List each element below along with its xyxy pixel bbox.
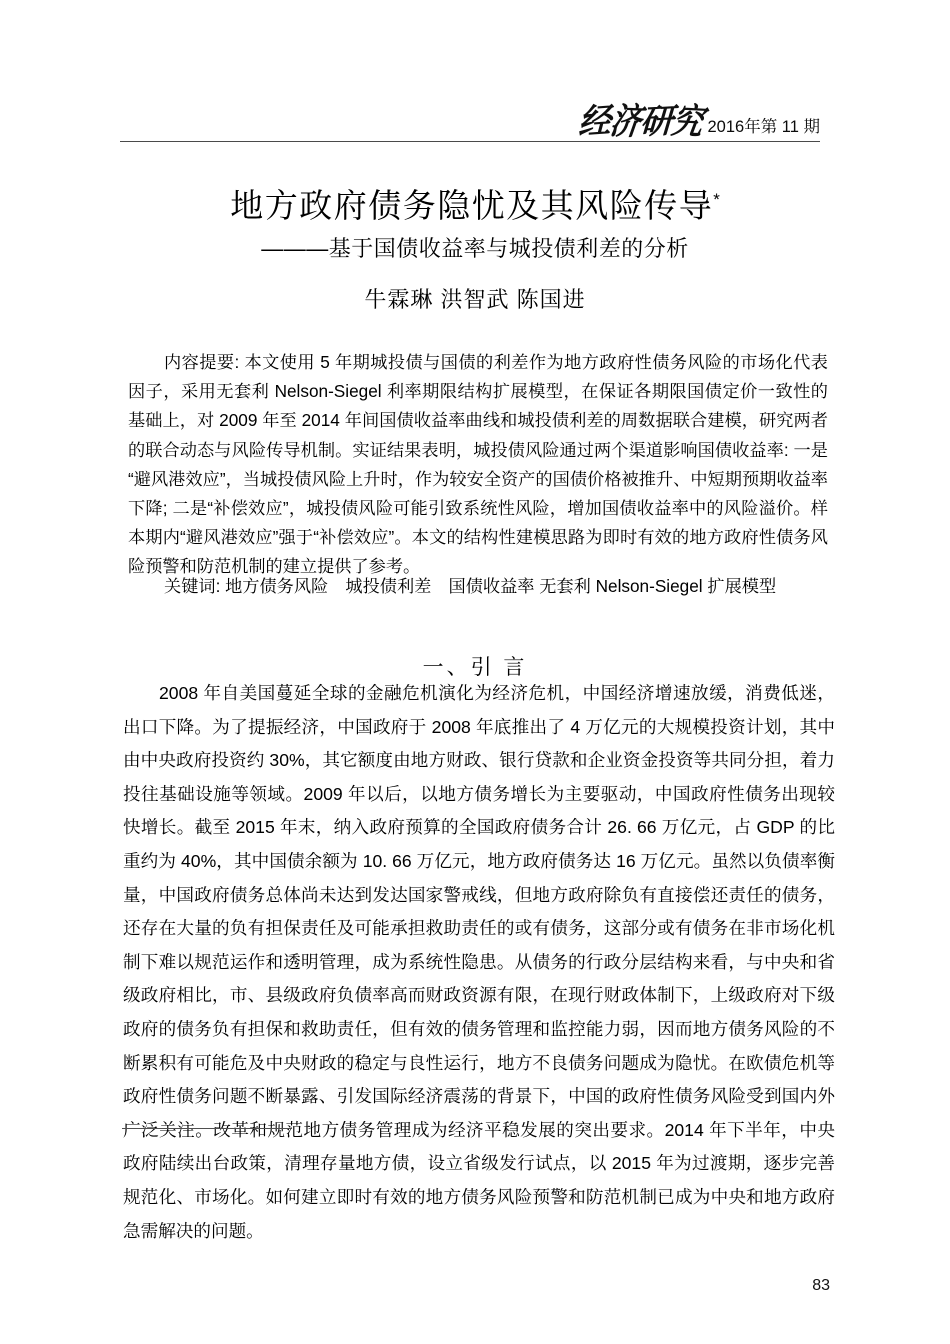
journal-masthead <box>120 92 820 142</box>
title-footnote-marker: * <box>713 190 720 210</box>
masthead-inner <box>578 100 820 144</box>
author-list: 牛霖琳 洪智武 陈国进 <box>364 287 586 312</box>
page-title <box>0 185 950 226</box>
section-heading-1: 一、引 言 <box>422 656 528 680</box>
page-subtitle: ———基于国债收益率与城投债利差的分析 <box>261 236 689 261</box>
footnote-divider <box>122 1128 292 1129</box>
issue-label: 2016年第 11 期 <box>707 117 820 136</box>
journal-logo-char-2: 济 <box>608 100 644 144</box>
journal-logo-char-4: 究 <box>669 100 706 144</box>
title-text: 地方政府债务隐忧及其风险传导 <box>230 187 714 225</box>
section-1-paragraph-1: 2008 年自美国蔓延全球的金融危机演化为经济危机，中国经济增速放缓，消费低迷，出口下降。为了提振经济，中国政府于 2008 年底推出了 4 万亿元的大规模投资计划，其中由中央政府投资约 30%，其它额度由地方财政、银行贷款和企业资金投资等共同分担，着力投往基础设施等领域。2009 年以后，以地方债务增长为主要驱动，中国政府性债务出现较快增长。截至 2015 年末，纳入政府预算的全国政府债务合计 26. 66 万亿元，占 GDP 的比重约为 40%，其中国债余额为 10. 66 万亿元，地方政府债务达 16 万亿元。虽然以负债率衡量，中国政府债务总体尚未达到发达国家警戒线，但地方政府除负有直接偿还责任的债务，还存在大量的负有担保责任及可能承担救助责任的或有债务，这部分或有债务在非市场化机制下难以规范运作和透明管理，成为系统性隐患。从债务的行政分层结构来看，与中央和省级政府相比，市、县级政府负债率高而财政资源有限，在现行财政体制下，上级政府对下级政府的债务负有担保和救助责任，但有效的债务管理和监控能力弱，因而地方债务风险的不断累积有可能危及中央财政的稳定与良性运行，地方不良债务问题成为隐忧。在欧债危机等政府性债务问题不断暴露、引发国际经济震荡的背景下，中国的政府性债务风险受到国内外广泛关注。改革和规范地方债务管理成为经济平稳发展的突出要求。2014 年下半年，中央政府陆续出台政策，清理存量地方债，设立省级发行试点，以 2015 年为过渡期，逐步完善规范化、市场化。如何建立即时有效的地方债务风险预警和防范机制已成为中央和地方政府急需解决的问题。 <box>123 683 835 1241</box>
abstract-text: 内容提要: 本文使用 5 年期城投债与国债的利差作为地方政府性债务风险的市场化代表因子，采用无套利 Nelson-Siegel 利率期限结构扩展模型，在保证各期限国债定价一致性的基础上，对 2009 年至 2014 年间国债收益率曲线和城投债利差的周数据联合建模，研究两者的联合动态与风险传导机制。实证结果表明，城投债风险通过两个渠道影响国债收益率: 一是“避风港效应”，当城投债风险上升时，作为较安全资产的国债价格被推升、中短期预期收益率下降; 二是“补偿效应”，城投债风险可能引致系统性风险，增加国债收益率中的风险溢价。样本期内“避风港效应”强于“补偿效应”。本文的结构性建模思路为即时有效的地方政府性债务风险预警和防范机制的建立提供了参考。 <box>128 352 828 577</box>
journal-logo <box>578 100 706 144</box>
journal-logo-char-3: 研 <box>639 101 674 143</box>
header-divider <box>120 141 820 142</box>
page-number: 83 <box>812 1277 830 1294</box>
journal-logo-char-1: 经 <box>578 100 611 144</box>
keywords-text: 关键词: 地方债务风险 城投债利差 国债收益率 无套利 Nelson-Siegel 扩展模型 <box>164 576 777 596</box>
